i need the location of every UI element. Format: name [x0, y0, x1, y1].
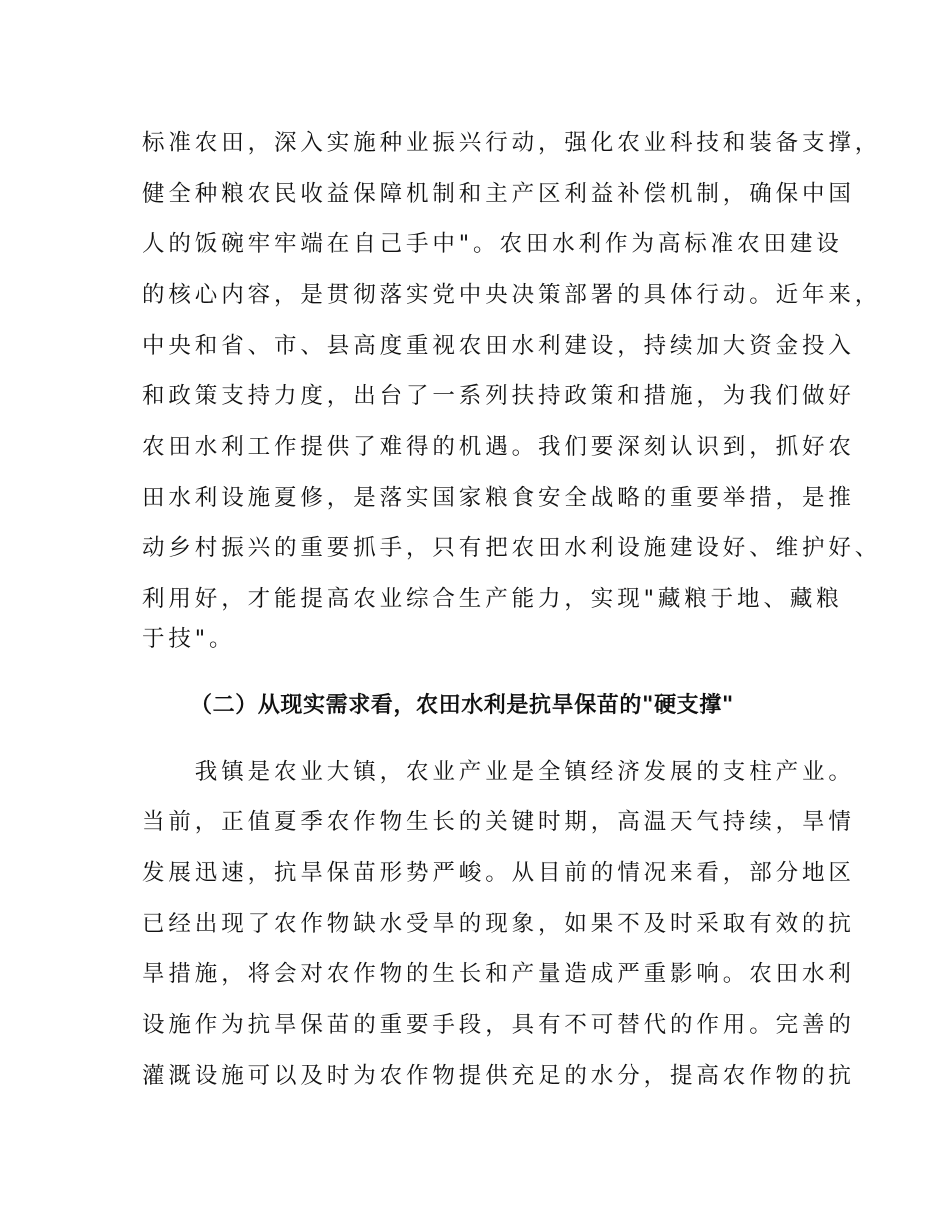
- paragraph-2-line-5: 旱措施，将会对农作物的生长和产量造成严重影响。农田水利: [142, 961, 855, 987]
- paragraph-1-line-2: 健全种粮农民收益保障机制和主产区利益补偿机制，确保中国: [142, 181, 855, 207]
- paragraph-1-line-3: 人的饭碗牢牢端在自己手中"。农田水利作为高标准农田建设: [142, 231, 843, 257]
- paragraph-1-line-6: 和政策支持力度，出台了一系列扶持政策和措施，为我们做好: [142, 383, 855, 409]
- paragraph-2-line-2: 当前，正值夏季农作物生长的关键时期，高温天气持续，旱情: [142, 809, 855, 835]
- paragraph-2-line-4: 已经出现了农作物缺水受旱的现象，如果不及时采取有效的抗: [142, 911, 855, 937]
- paragraph-2-line-3: 发展迅速，抗旱保苗形势严峻。从目前的情况来看，部分地区: [142, 860, 855, 886]
- paragraph-1-line-4: 的核心内容，是贯彻落实党中央决策部署的具体行动。近年来，: [142, 282, 882, 308]
- paragraph-1-line-5: 中央和省、市、县高度重视农田水利建设，持续加大资金投入: [142, 333, 855, 359]
- paragraph-1-line-9: 动乡村振兴的重要抓手，只有把农田水利设施建设好、维护好、: [142, 535, 882, 561]
- paragraph-1-line-1: 标准农田，深入实施种业振兴行动，强化农业科技和装备支撑，: [142, 130, 882, 156]
- paragraph-1-line-10: 利用好，才能提高农业综合生产能力，实现"藏粮于地、藏粮: [142, 586, 843, 612]
- paragraph-1-line-11: 于技"。: [142, 626, 236, 652]
- paragraph-2-line-1: 我镇是农业大镇，农业产业是全镇经济发展的支柱产业。: [142, 759, 855, 785]
- paragraph-2-line-7: 灌溉设施可以及时为农作物提供充足的水分，提高农作物的抗: [142, 1063, 855, 1089]
- paragraph-2-line-6: 设施作为抗旱保苗的重要手段，具有不可替代的作用。完善的: [142, 1012, 855, 1038]
- section-heading: （二）从现实需求看，农田水利是抗旱保苗的"硬支撑": [190, 693, 734, 718]
- paragraph-1-line-8: 田水利设施夏修，是落实国家粮食安全战略的重要举措，是推: [142, 485, 855, 511]
- paragraph-1-line-7: 农田水利工作提供了难得的机遇。我们要深刻认识到，抓好农: [142, 434, 855, 460]
